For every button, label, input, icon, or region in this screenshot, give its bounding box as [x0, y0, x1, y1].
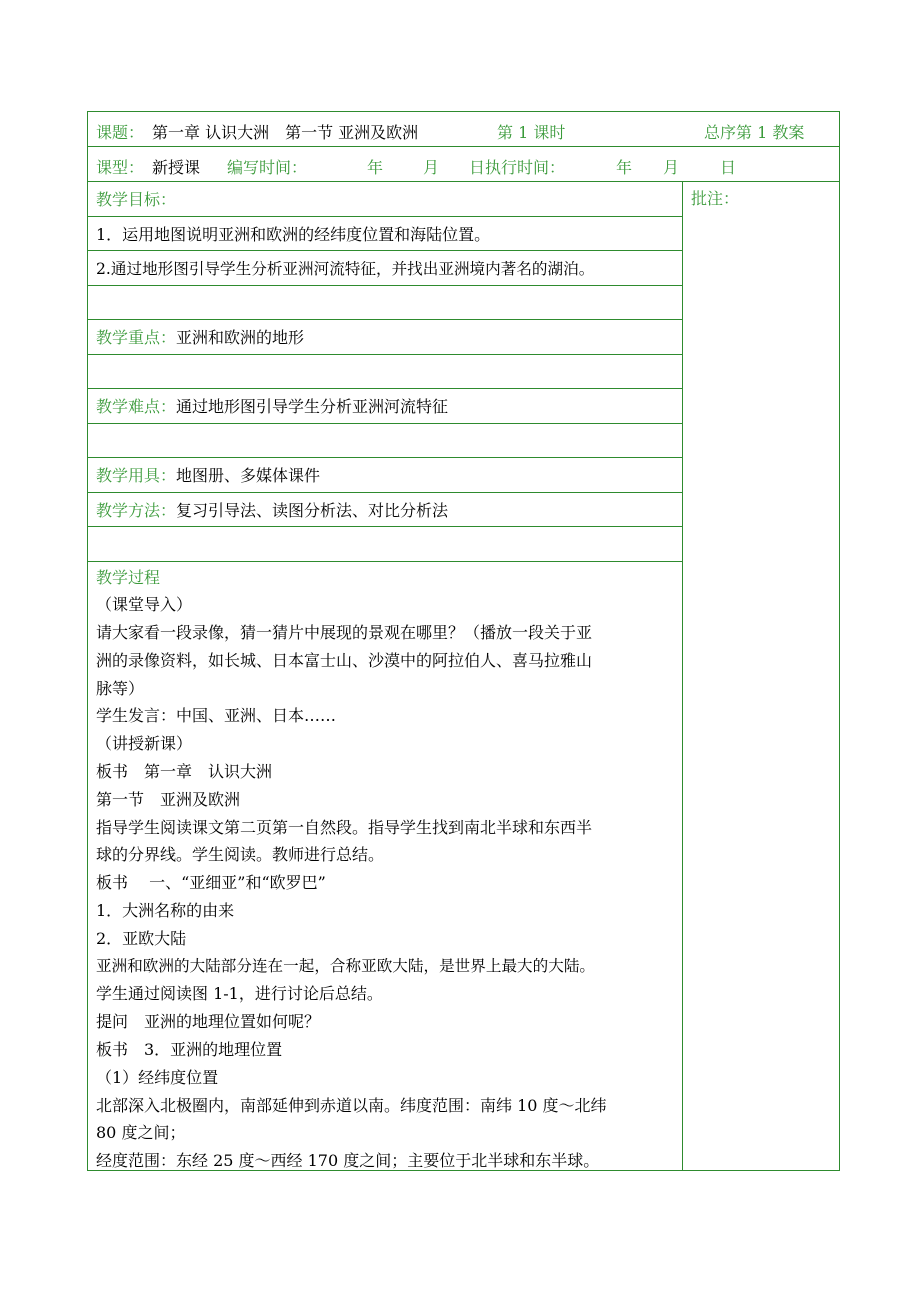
process-line: 80 度之间； — [96, 1123, 186, 1143]
process-line: 亚洲和欧洲的大陆部分连在一起，合称亚欧大陆，是世界上最大的大陆。 — [96, 956, 596, 975]
methods-text: 复习引导法、读图分析法、对比分析法 — [176, 500, 449, 520]
process-line: 经度范围：东经 25 度～西经 170 度之间；主要位于北半球和东半球。 — [96, 1151, 600, 1171]
process-line: 洲的录像资料，如长城、日本富士山、沙漠中的阿拉伯人、喜马拉雅山 — [96, 650, 593, 670]
written-time-label: 编写时间： — [227, 158, 308, 177]
methods-label: 教学方法： — [96, 500, 177, 520]
tools-text: 地图册、多媒体课件 — [176, 466, 321, 486]
year-label-2: 年 — [616, 158, 633, 177]
topic-text: 第一章 认识大洲 第一节 亚洲及欧洲 — [152, 123, 419, 142]
process-line: 指导学生阅读课文第二页第一自然段。指导学生找到南北半球和东西半 — [96, 817, 593, 837]
process-line: 板书 3．亚洲的地理位置 — [96, 1040, 283, 1060]
process-line: 1．大洲名称的由来 — [96, 901, 235, 921]
process-line: 学生通过阅读图 1-1，进行讨论后总结。 — [96, 984, 383, 1004]
difficulty-text: 通过地形图引导学生分析亚洲河流特征 — [176, 397, 449, 417]
process-line: 板书 第一章 认识大洲 — [96, 762, 273, 782]
process-line: 提问 亚洲的地理位置如何呢？ — [96, 1012, 321, 1032]
process-line: 北部深入北极圈内，南部延伸到赤道以南。纬度范围：南纬 10 度～北纬 — [96, 1095, 607, 1115]
methods-row — [88, 493, 682, 528]
notes-column — [683, 182, 839, 1170]
month-label-1: 月 — [423, 158, 440, 177]
process-line: （课堂导入） — [96, 595, 193, 615]
teaching-process — [88, 562, 682, 1176]
lesson-count: 第 1 课时 — [497, 123, 566, 142]
month-label-2: 月 — [663, 158, 680, 177]
empty-row-3 — [88, 424, 682, 459]
type-label: 课型： — [96, 158, 145, 177]
process-line: 学生发言：中国、亚洲、日本…… — [96, 706, 337, 726]
content-area — [87, 181, 840, 1171]
goals-label: 教学目标： — [88, 182, 682, 217]
empty-row-1 — [88, 286, 682, 321]
type-value: 新授课 — [152, 158, 201, 177]
total-sequence: 总序第 1 教案 — [704, 123, 805, 142]
process-line: 请大家看一段录像，猜一猜片中展现的景观在哪里？（播放一段关于亚 — [96, 623, 593, 643]
goal-2: 2.通过地形图引导学生分析亚洲河流特征，并找出亚洲境内著名的湖泊。 — [88, 251, 682, 286]
process-line: 球的分界线。学生阅读。教师进行总结。 — [96, 845, 385, 865]
goal-1: 1．运用地图说明亚洲和欧洲的经纬度位置和海陆位置。 — [88, 217, 682, 252]
process-line: 脉等） — [96, 678, 145, 698]
topic-label: 课题： — [96, 123, 145, 142]
empty-row-4 — [88, 527, 682, 562]
notes-label: 批注： — [691, 189, 740, 208]
focus-row — [88, 320, 682, 355]
exec-time-label: 日执行时间： — [469, 158, 566, 177]
lesson-plan-table — [87, 111, 840, 1171]
process-line: 第一节 亚洲及欧洲 — [96, 789, 241, 809]
difficulty-label: 教学难点： — [96, 397, 177, 417]
process-line: （讲授新课） — [96, 734, 193, 754]
difficulty-row — [88, 389, 682, 424]
type-row — [87, 146, 840, 181]
year-label-1: 年 — [367, 158, 384, 177]
main-column — [88, 182, 683, 1170]
tools-row — [88, 458, 682, 493]
topic-row — [87, 111, 840, 146]
empty-row-2 — [88, 355, 682, 390]
focus-label: 教学重点： — [96, 328, 177, 348]
process-line: （1）经纬度位置 — [96, 1067, 219, 1087]
focus-text: 亚洲和欧洲的地形 — [176, 328, 305, 348]
process-line: 2．亚欧大陆 — [96, 928, 187, 948]
process-line: 板书 一、“亚细亚”和“欧罗巴” — [96, 873, 326, 893]
tools-label: 教学用具： — [96, 466, 177, 486]
process-title: 教学过程 — [96, 567, 161, 587]
day-label-2: 日 — [720, 158, 737, 177]
